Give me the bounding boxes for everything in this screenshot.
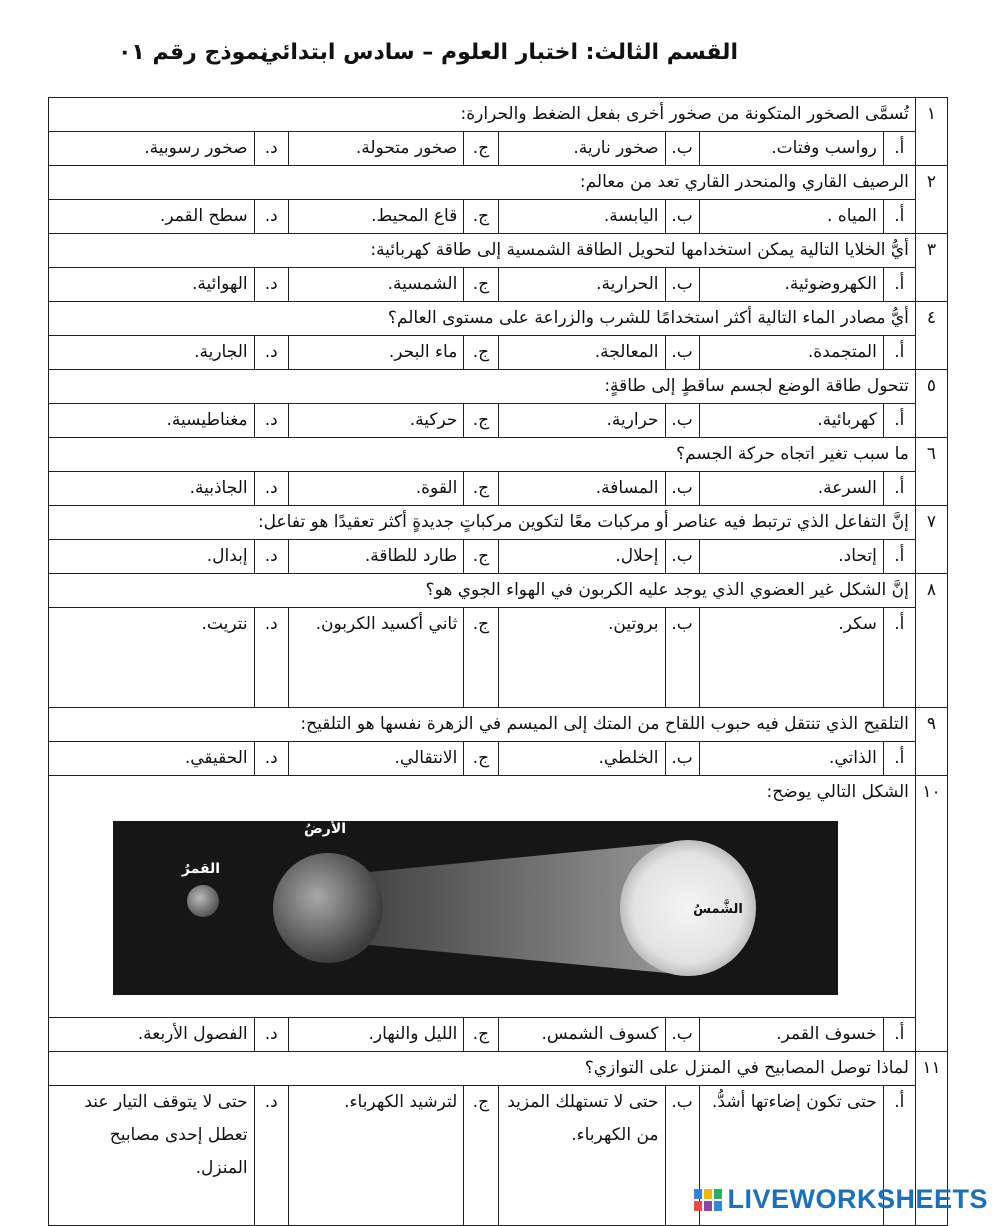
option-letter: ب. — [665, 132, 699, 166]
watermark: LIVEWORKSHEETS — [727, 1184, 988, 1214]
question-text: إنَّ التفاعل الذي ترتبط فيه عناصر أو مركبات معًا لتكوين مركباتٍ جديدةٍ أكثر تعقيدًا هو تفاعل: — [257, 512, 909, 532]
answer-option[interactable]: رواسب وفتات. — [699, 132, 883, 166]
options-row — [49, 336, 948, 370]
answer-option[interactable]: إتحاد. — [699, 540, 883, 574]
page-header — [0, 40, 1000, 80]
question-cell — [49, 708, 916, 742]
exam-table — [48, 97, 948, 1226]
option-letter: د. — [254, 404, 288, 438]
option-letter: د. — [254, 540, 288, 574]
answer-option[interactable]: نتريت. — [49, 608, 255, 708]
answer-option[interactable]: القوة. — [288, 472, 464, 506]
question-row — [49, 776, 948, 1018]
answer-option[interactable]: الذاتي. — [699, 742, 883, 776]
model-number: نموذج رقم ٠١ — [118, 40, 269, 65]
answer-option[interactable]: صخور رسوبية. — [49, 132, 255, 166]
question-cell — [49, 166, 916, 200]
question-row — [49, 234, 948, 268]
question-text: التلقيح الذي تنتقل فيه حبوب اللقاح من المتك إلى الميسم في الزهرة نفسها هو التلقيح: — [300, 714, 909, 734]
option-letter: ج. — [464, 336, 498, 370]
answer-option[interactable]: المياه . — [699, 200, 883, 234]
answer-option[interactable]: حتى لا يتوقف التيار عند تعطل إحدى مصابيح المنزل. — [49, 1086, 255, 1226]
page-title: القسم الثالث: اختبار العلوم – سادس ابتدائي — [259, 40, 738, 65]
options-row — [49, 540, 948, 574]
option-letter: ج. — [464, 268, 498, 302]
question-cell — [49, 1052, 916, 1086]
question-cell — [49, 574, 916, 608]
question-text: تُسمَّى الصخور المتكونة من صخور أخرى بفعل الضغط والحرارة: — [460, 104, 909, 124]
option-letter: ج. — [464, 472, 498, 506]
eclipse-figure — [113, 821, 838, 995]
options-row — [49, 1018, 948, 1052]
answer-option[interactable]: الحقيقي. — [49, 742, 255, 776]
option-letter: د. — [254, 742, 288, 776]
question-number: ٢ — [915, 166, 947, 234]
option-letter: ج. — [464, 132, 498, 166]
option-letter: ب. — [665, 200, 699, 234]
answer-option[interactable]: الشمسية. — [288, 268, 464, 302]
answer-option[interactable]: ثاني أكسيد الكربون. — [288, 608, 464, 708]
answer-option[interactable]: إحلال. — [498, 540, 665, 574]
question-number: ٧ — [915, 506, 947, 574]
answer-option[interactable]: بروتين. — [498, 608, 665, 708]
answer-option[interactable]: المسافة. — [498, 472, 665, 506]
question-row — [49, 98, 948, 132]
question-text: ما سبب تغير اتجاه حركة الجسم؟ — [676, 444, 909, 464]
sun-label: الشَّمسُ — [693, 902, 743, 917]
option-letter: د. — [254, 472, 288, 506]
question-cell — [49, 506, 916, 540]
answer-option[interactable]: الجاذبية. — [49, 472, 255, 506]
question-number: ٦ — [915, 438, 947, 506]
answer-option[interactable]: الهوائية. — [49, 268, 255, 302]
answer-option[interactable]: خسوف القمر. — [699, 1018, 883, 1052]
option-letter: د. — [254, 336, 288, 370]
question-row — [49, 166, 948, 200]
option-letter: د. — [254, 608, 288, 708]
answer-option[interactable]: صخور نارية. — [498, 132, 665, 166]
question-text: الشكل التالي يوضح: — [766, 782, 909, 802]
options-row — [49, 742, 948, 776]
options-row — [49, 268, 948, 302]
question-row — [49, 506, 948, 540]
answer-option[interactable]: الجارية. — [49, 336, 255, 370]
question-number: ٩ — [915, 708, 947, 776]
question-cell — [49, 234, 916, 268]
option-letter: د. — [254, 1086, 288, 1226]
answer-option[interactable]: الليل والنهار. — [288, 1018, 464, 1052]
question-cell — [49, 302, 916, 336]
option-letter: ب. — [665, 742, 699, 776]
question-cell — [49, 776, 916, 1018]
question-number: ١٠ — [915, 776, 947, 1052]
question-number: ١ — [915, 98, 947, 166]
question-text: لماذا توصل المصابيح في المنزل على التوازي؟ — [584, 1058, 909, 1078]
answer-option[interactable]: سطح القمر. — [49, 200, 255, 234]
option-letter: ب. — [665, 404, 699, 438]
options-row — [49, 608, 948, 708]
question-row — [49, 302, 948, 336]
option-letter: ب. — [665, 268, 699, 302]
answer-option[interactable]: ماء البحر. — [288, 336, 464, 370]
question-text: أيُّ الخلايا التالية يمكن استخدامها لتحويل الطاقة الشمسية إلى طاقة كهربائية: — [370, 240, 909, 260]
options-row — [49, 200, 948, 234]
earth-label: الأرضُ — [303, 821, 347, 837]
answer-option[interactable]: حتى تكون إضاءتها أشدُّ. — [699, 1086, 883, 1226]
options-row — [49, 132, 948, 166]
option-letter: ج. — [464, 404, 498, 438]
answer-option[interactable]: مغناطيسية. — [49, 404, 255, 438]
question-number: ١١ — [915, 1052, 947, 1226]
option-letter: أ. — [883, 268, 915, 302]
options-row — [49, 472, 948, 506]
option-letter: د. — [254, 1018, 288, 1052]
option-letter: أ. — [883, 200, 915, 234]
question-row — [49, 708, 948, 742]
option-letter: ب. — [665, 472, 699, 506]
option-letter: أ. — [883, 1086, 915, 1226]
option-letter: أ. — [883, 132, 915, 166]
moon-label: القمرُ — [181, 861, 221, 877]
option-letter: ج. — [464, 540, 498, 574]
answer-option[interactable]: الخلطي. — [498, 742, 665, 776]
question-cell — [49, 438, 916, 472]
option-letter: ب. — [665, 608, 699, 708]
answer-option[interactable]: كهربائية. — [699, 404, 883, 438]
option-letter: ج. — [464, 200, 498, 234]
question-cell — [49, 370, 916, 404]
question-row — [49, 370, 948, 404]
answer-option[interactable]: سكر. — [699, 608, 883, 708]
option-letter: ج. — [464, 1086, 498, 1226]
moon — [187, 885, 219, 917]
question-row — [49, 574, 948, 608]
answer-option[interactable]: طارد للطاقة. — [288, 540, 464, 574]
answer-option[interactable]: الحرارية. — [498, 268, 665, 302]
option-letter: ب. — [665, 540, 699, 574]
option-letter: ج. — [464, 1018, 498, 1052]
earth — [273, 853, 383, 963]
answer-option[interactable]: صخور متحولة. — [288, 132, 464, 166]
answer-option[interactable]: حرارية. — [498, 404, 665, 438]
answer-option[interactable]: كسوف الشمس. — [498, 1018, 665, 1052]
option-letter: ج. — [464, 608, 498, 708]
answer-option[interactable]: اليابسة. — [498, 200, 665, 234]
answer-option[interactable]: قاع المحيط. — [288, 200, 464, 234]
answer-option[interactable]: الفصول الأربعة. — [49, 1018, 255, 1052]
question-number: ٣ — [915, 234, 947, 302]
question-cell — [49, 98, 916, 132]
option-letter: أ. — [883, 472, 915, 506]
option-letter: ب. — [665, 1018, 699, 1052]
option-letter: أ. — [883, 404, 915, 438]
option-letter: أ. — [883, 742, 915, 776]
question-row — [49, 1052, 948, 1086]
answer-option[interactable]: الكهروضوئية. — [699, 268, 883, 302]
question-number: ٥ — [915, 370, 947, 438]
question-text: إنَّ الشكل غير العضوي الذي يوجد عليه الكربون في الهواء الجوي هو؟ — [425, 580, 909, 600]
answer-option[interactable]: المعالجة. — [498, 336, 665, 370]
option-letter: ب. — [665, 336, 699, 370]
answer-option[interactable]: حتى لا تستهلك المزيد من الكهرباء. — [498, 1086, 665, 1226]
answer-option[interactable]: الانتقالي. — [288, 742, 464, 776]
option-letter: أ. — [883, 608, 915, 708]
question-text: تتحول طاقة الوضع لجسم ساقطٍ إلى طاقةٍ: — [604, 376, 909, 396]
question-row — [49, 438, 948, 472]
options-row — [49, 404, 948, 438]
answer-option[interactable]: حركية. — [288, 404, 464, 438]
answer-option[interactable]: إبدال. — [49, 540, 255, 574]
option-letter: ج. — [464, 742, 498, 776]
option-letter: أ. — [883, 336, 915, 370]
answer-option[interactable]: المتجمدة. — [699, 336, 883, 370]
answer-option[interactable]: لترشيد الكهرباء. — [288, 1086, 464, 1226]
question-number: ٤ — [915, 302, 947, 370]
option-letter: أ. — [883, 540, 915, 574]
question-text: أيُّ مصادر الماء التالية أكثر استخدامًا للشرب والزراعة على مستوى العالم؟ — [387, 308, 909, 328]
option-letter: ب. — [665, 1086, 699, 1226]
option-letter: د. — [254, 132, 288, 166]
question-number: ٨ — [915, 574, 947, 708]
option-letter: د. — [254, 268, 288, 302]
liveworksheets-logo-icon — [694, 1189, 722, 1211]
option-letter: د. — [254, 200, 288, 234]
answer-option[interactable]: السرعة. — [699, 472, 883, 506]
option-letter: أ. — [883, 1018, 915, 1052]
question-text: الرصيف القاري والمنحدر القاري تعد من معالم: — [579, 172, 909, 192]
